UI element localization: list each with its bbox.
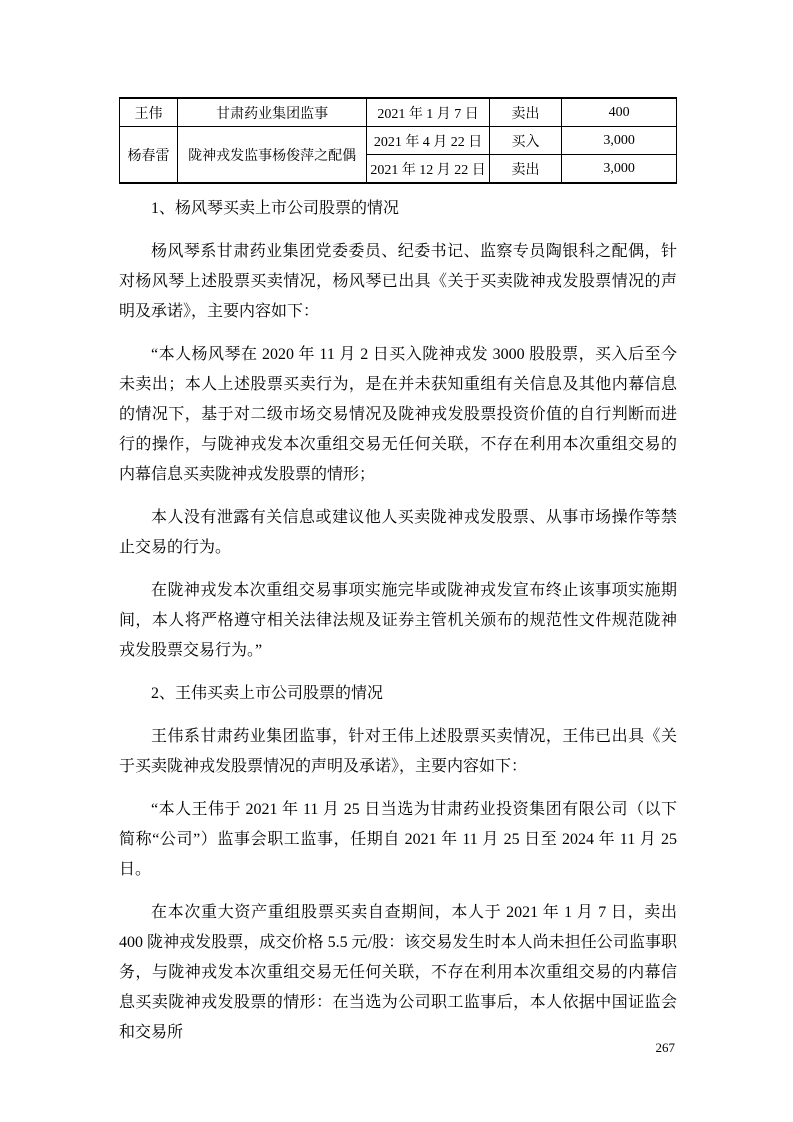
cell-trade-shares: 3,000 — [562, 155, 677, 184]
paragraph: “本人王伟于 2021 年 11 月 25 日当选为甘肃药业投资集团有限公司（以下简称“公司”）监事会职工监事，任期自 2021 年 11 月 25 日至 2024 年 11 月 25 日。 — [119, 801, 677, 878]
table-row — [120, 127, 677, 155]
section-1-heading: 1、杨风琴买卖上市公司股票的情况 — [151, 200, 400, 217]
stock-trading-table — [119, 97, 677, 184]
cell-trade-direction: 卖出 — [489, 155, 561, 184]
paragraph: 杨风琴系甘肃药业集团党委委员、纪委书记、监察专员陶银科之配偶，针对杨风琴上述股票买卖情况，杨风琴已出具《关于买卖陇神戎发股票情况的声明及承诺》，主要内容如下： — [119, 243, 677, 320]
paragraph: “本人杨风琴在 2020 年 11 月 2 日买入陇神戎发 3000 股股票，买入后至今未卖出；本人上述股票买卖行为，是在并未获知重组有关信息及其他内幕信息的情况下，基于对二级市场交易情况及陇神戎发股票投资价值的自行判断而进行的操作，与陇神戎发本次重组交易无任何关联，不存在利用本次重组交易的内幕信息买卖陇神戎发股票的情形； — [119, 346, 677, 483]
paragraph: 王伟系甘肃药业集团监事，针对王伟上述股票买卖情况，王伟已出具《关于买卖陇神戎发股票情况的声明及承诺》，主要内容如下： — [119, 728, 677, 775]
cell-trade-direction: 买入 — [489, 127, 561, 155]
cell-trade-date: 2021 年 1 月 7 日 — [367, 98, 490, 127]
paragraph: 在陇神戎发本次重组交易事项实施完毕或陇神戎发宣布终止该事项实施期间，本人将严格遵守相关法律法规及证券主管机关颁布的规范性文件规范陇神戎发股票交易行为。” — [119, 582, 677, 659]
cell-trade-shares: 400 — [562, 98, 677, 127]
paragraph: 本人没有泄露有关信息或建议他人买卖陇神戎发股票、从事市场操作等禁止交易的行为。 — [119, 509, 677, 556]
table-row — [120, 98, 677, 127]
cell-identity: 陇神戎发监事杨俊萍之配偶 — [177, 127, 366, 184]
cell-identity: 甘肃药业集团监事 — [177, 98, 366, 127]
cell-trade-date: 2021 年 12 月 22 日 — [367, 155, 490, 184]
document-body — [119, 194, 677, 1048]
section-2-heading: 2、王伟买卖上市公司股票的情况 — [151, 685, 384, 702]
paragraph: 在本次重大资产重组股票买卖自查期间，本人于 2021 年 1 月 7 日，卖出 400 陇神戎发股票，成交价格 5.5 元/股：该交易发生时本人尚未担任公司监事职务，与陇神戎发本次重组交易无任何关联，不存在利用本次重组交易的内幕信息买卖陇神戎发股票的情形：在当选为公司职工监事后，本人依据中国证监会和交易所 — [119, 904, 677, 1041]
cell-holder-name: 杨春雷 — [120, 127, 178, 184]
cell-holder-name: 王伟 — [120, 98, 178, 127]
cell-trade-shares: 3,000 — [562, 127, 677, 155]
page-number: 267 — [655, 1040, 675, 1055]
cell-trade-date: 2021 年 4 月 22 日 — [367, 127, 490, 155]
cell-trade-direction: 卖出 — [489, 98, 561, 127]
